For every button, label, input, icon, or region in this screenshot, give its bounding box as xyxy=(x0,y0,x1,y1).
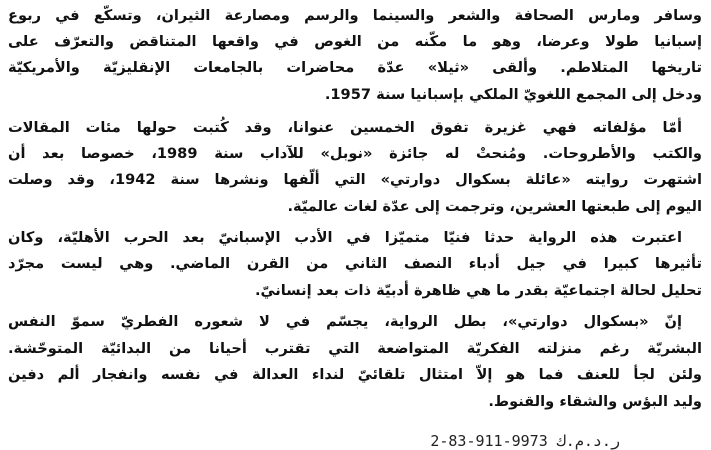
text-line: إسبانيا طولا وعرضا، وهو ما مكّنه من الغوص في واقعها المتناقض والتعرّف على xyxy=(8,33,702,50)
isbn-footer: ر.د.م.ك 9973-911-83-2 xyxy=(430,432,620,450)
text-line: والكتب والأطروحات. ومُنحتْ له جائزة «نوبل» للآداب سنة 1989، خصوصا بعد أن xyxy=(8,145,702,162)
text-line: تحليل لحالة اجتماعيّة بقدر ما هي ظاهرة أدبيّة ذات بعد إنسانيّ. xyxy=(254,282,702,299)
text-line: اعتبرت هذه الرواية حدثا فنيّا متميّزا في الأدب الإسبانيّ بعد الحرب الأهليّة، وكان xyxy=(8,229,682,246)
text-line: تأثيرها كبيرا في جيل أدباء النصف الثاني من القرن الماضي. وهي ليست مجرّد xyxy=(8,255,702,272)
text-line: ولئن لجأ للعنف فما هو إلاّ امتثال تلقائيّ لنداء العدالة في نفسه وانفجار ألم دفين xyxy=(8,366,702,383)
text-line: البشريّة رغم منزلته الفكريّة المتواضعة التي تقترب أحيانا من البدائيّة المتوحّشة. xyxy=(8,340,702,357)
text-line: تاريخها المتلاطم. وألقى «ثيلا» عدّة محاضرات بالجامعات الإنقليزيّة والأمريكيّة xyxy=(8,59,702,76)
text-line: إنّ «بسكوال دوارتي»، بطل الرواية، يجسّم في لا شعوره الفطريّ سموّ النفس xyxy=(8,313,682,330)
text-line: وسافر ومارس الصحافة والشعر والسينما والرسم ومصارعة الثيران، وتسكّع في ربوع xyxy=(8,7,702,24)
text-line: اشتهرت روايته «عائلة بسكوال دوارتي» التي ألّفها ونشرها سنة 1942، وقد وصلت xyxy=(8,171,703,188)
text-line: اليوم إلى طبعتها العشرين، وترجمت إلى عدّة لغات عالميّة. xyxy=(287,198,702,215)
text-line: أمّا مؤلفاته فهي غزيرة تفوق الخمسين عنوانا، وقد كُتبت حولها مئات المقالات xyxy=(8,119,682,136)
text-line: وليد البؤس والشقاء والقنوط. xyxy=(488,393,702,410)
text-line: ودخل إلى المجمع اللغويّ الملكي بإسبانيا سنة 1957. xyxy=(324,86,702,103)
